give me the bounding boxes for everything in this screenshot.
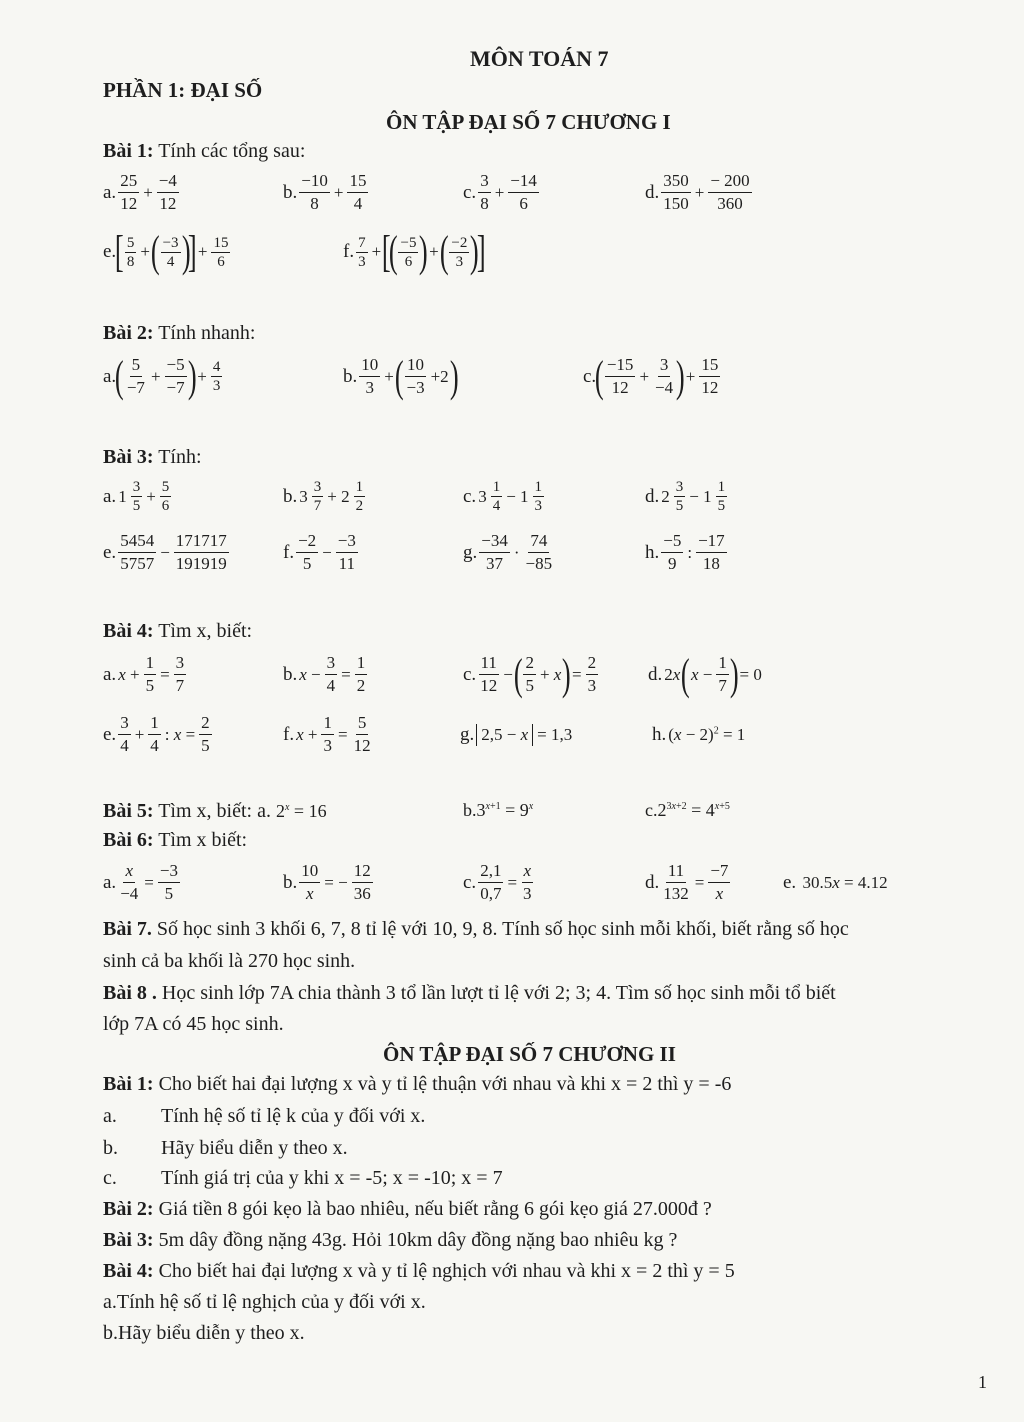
- exercise-5c: $c.2^{3x+2} = 4^{x+5}$: [645, 800, 730, 820]
- exercise-5-heading: Bài 5: Tìm x, biết: a. $2^x = 16$: [103, 800, 327, 822]
- exercise-8: Bài 8 . Học sinh lớp 7A chia thành 3 tổ lần lượt tỉ lệ với 2; 3; 4. Tìm số học sinh mỗi tổ biết: [103, 982, 836, 1004]
- exercise-4b: b. x − $\frac{3}{4}$ = $\frac{1}{2}$: [283, 653, 366, 695]
- chapter2-heading: ÔN TẬP ĐẠI SỐ 7 CHƯƠNG II: [383, 1042, 676, 1066]
- exercise-1d: d. 350 150 + $\frac{- 200}{360}$: [645, 171, 750, 213]
- exercise-3g: g. −34 37 · 74 −85: [463, 531, 553, 573]
- exercise-1b: b. −10 8 + $\frac{15}{4}$: [283, 171, 367, 213]
- c2-exercise-1c: c. Tính giá trị của y khi x = -5; x = -10; x = 7: [103, 1167, 503, 1189]
- exercise-3f: f. −2 5 − $\frac{-3}{11}$: [283, 531, 356, 573]
- chapter1-heading: ÔN TẬP ĐẠI SỐ 7 CHƯƠNG I: [386, 110, 671, 134]
- c2-exercise-1a: a. Tính hệ số tỉ lệ k của y đối với x.: [103, 1105, 426, 1127]
- c2-exercise-1b: b. Hãy biểu diễn y theo x.: [103, 1137, 348, 1159]
- exercise-2a: a. ( 5 −7 + $\frac{-5}{-7}$ ) + $\frac{4}{3}$: [103, 351, 221, 401]
- c2-exercise-1: Bài 1: Cho biết hai đại lượng x và y tỉ lệ thuận với nhau và khi x = 2 thì y = -6: [103, 1073, 732, 1095]
- exercise-3a: a. 1 3 5 + $\frac{5}{6}$: [103, 479, 170, 514]
- exercise-7: Bài 7. Số học sinh 3 khối 6, 7, 8 tỉ lệ với 10, 9, 8. Tính số học sinh mỗi khối, biết rằng số học: [103, 918, 849, 940]
- exercise-3-heading: Bài 3: Tính:: [103, 446, 202, 468]
- exercise-6-heading: Bài 6: Tìm x biết:: [103, 829, 248, 851]
- exercise-4f: f. x + $\frac{1}{3}$ = $\frac{5}{12}$: [283, 713, 371, 755]
- exercise-1a: a. 25 12 + $\frac{-4}{12}$: [103, 171, 177, 213]
- exercise-3b: b. 3 3 7 + 2 1 2: [283, 479, 364, 514]
- c2-exercise-2: Bài 2: Giá tiền 8 gói kẹo là bao nhiêu, nếu biết rằng 6 gói kẹo giá 27.000đ ?: [103, 1198, 712, 1220]
- exercise-1f: f. 7 3 + [ ( −5 6 ) + ( −2 3 ) ]: [343, 227, 486, 276]
- exercise-3e: e. 5454 5757 − $\frac{171717}{191919}$: [103, 531, 227, 573]
- exercise-4c: c. 11 12 − ( 2 5 + x ) = $\frac{2}{3}$: [463, 649, 597, 699]
- exercise-4h: h. $(x - 2)^2 = 1$: [652, 724, 746, 745]
- exercise-4-heading: Bài 4: Tìm x, biết:: [103, 620, 253, 642]
- exercise-1e: e. [ 5 8 + ( −3 4 ) ] + $\frac{15}{6}$: [103, 227, 229, 276]
- exercise-6c: c. $\frac{2,1}{0,7}$ = $\frac{x}{3}$: [463, 861, 532, 903]
- page-number: 1: [978, 1372, 987, 1392]
- exercise-6e: e. 30.5x = 4.12: [783, 872, 888, 893]
- exercise-5b: $b.3^{x+1} = 9^x$: [463, 800, 534, 820]
- exercise-4d: d. 2x ( x − $\frac{1}{7}$ ) = 0: [648, 649, 762, 699]
- exercise-2-heading: Bài 2: Tính nhanh:: [103, 322, 256, 344]
- c2-exercise-3: Bài 3: 5m dây đồng nặng 43g. Hỏi 10km dây đồng nặng bao nhiêu kg ?: [103, 1229, 678, 1251]
- exercise-2b: b. 10 3 + ( 10 −3 +2 ): [343, 351, 459, 401]
- exercise-7-cont: sinh cả ba khối là 270 học sinh.: [103, 950, 356, 972]
- exercise-8-cont: lớp 7A có 45 học sinh.: [103, 1013, 284, 1035]
- page-title: MÔN TOÁN 7: [470, 46, 609, 71]
- exercise-2c: c. ( −15 12 + $\frac{3}{-4}$ ) + $\frac{15}{12}$: [583, 351, 719, 401]
- c2-exercise-4a: a.Tính hệ số tỉ lệ nghịch của y đối với x.: [103, 1291, 426, 1313]
- exercise-4e: e. 3 4 + $\frac{1}{4}$ : x = $\frac{2}{5}$: [103, 713, 210, 755]
- exercise-3h: h. −5 9 : −17 18: [645, 531, 725, 573]
- exercise-6b: b. $\frac{10}{x}$ = − $\frac{12}{36}$: [283, 861, 371, 903]
- exercise-4a: a. x + $\frac{1}{5}$ = $\frac{3}{7}$: [103, 653, 185, 695]
- c2-exercise-4: Bài 4: Cho biết hai đại lượng x và y tỉ lệ nghịch với nhau và khi x = 2 thì y = 5: [103, 1260, 735, 1282]
- exercise-4g: g. 2,5 − x = 1,3: [460, 724, 573, 745]
- exercise-6a: a. $\frac{x}{-4}$ = $\frac{-3}{5}$: [103, 861, 178, 903]
- c2-exercise-4b: b.Hãy biểu diễn y theo x.: [103, 1322, 305, 1344]
- exercise-6d: d. $\frac{11}{132}$ = $\frac{-7}{x}$: [645, 861, 729, 903]
- exercise-1-heading: Bài 1: Tính các tổng sau:: [103, 140, 306, 162]
- exercise-1c: c. 3 8 + $\frac{-14}{6}$: [463, 171, 537, 213]
- part-heading: PHẦN 1: ĐẠI SỐ: [103, 78, 263, 102]
- exercise-3c: c. 3 1 4 − 1 1 3: [463, 479, 543, 514]
- exercise-3d: d. 2 3 5 − 1 1 5: [645, 479, 726, 514]
